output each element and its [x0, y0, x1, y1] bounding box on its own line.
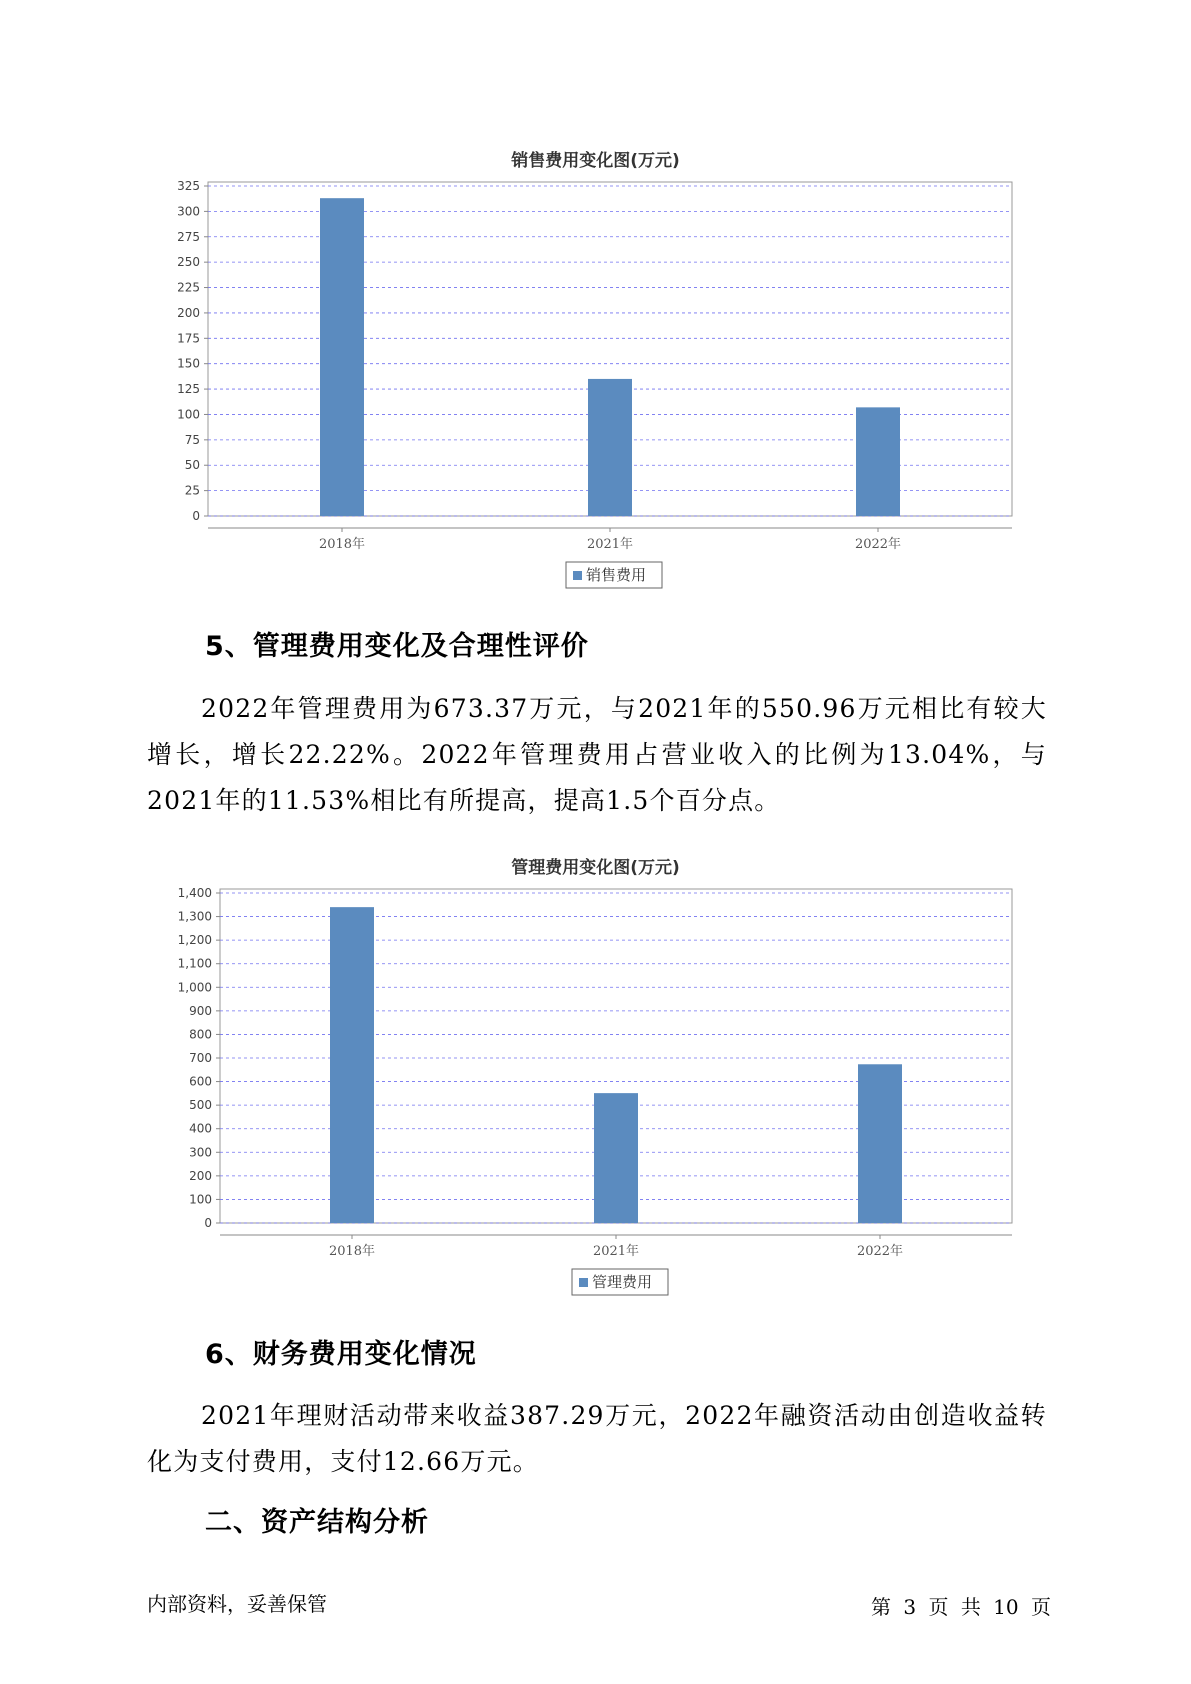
- y-tick-label: 100: [177, 407, 200, 422]
- y-tick-label: 50: [184, 458, 200, 473]
- bar-2018年: [330, 907, 374, 1223]
- y-tick-label: 900: [189, 1003, 212, 1018]
- bar-2022年: [856, 407, 900, 516]
- section5-paragraph: [147, 686, 1047, 824]
- y-tick-label: 250: [177, 255, 200, 270]
- legend-swatch: [573, 571, 582, 580]
- bar-2018年: [320, 198, 364, 516]
- y-tick-label: 100: [189, 1192, 212, 1207]
- bar-2021年: [594, 1093, 638, 1223]
- y-tick-label: 0: [192, 509, 200, 523]
- y-tick-label: 200: [189, 1168, 212, 1183]
- y-tick-label: 300: [189, 1145, 212, 1160]
- y-tick-label: 275: [177, 229, 200, 244]
- y-tick-label: 500: [189, 1098, 212, 1113]
- section-two-heading: 二、资产结构分析: [205, 1507, 429, 1538]
- y-tick-label: 225: [177, 280, 200, 295]
- legend-label: 管理费用: [592, 1273, 653, 1291]
- legend-swatch: [579, 1278, 588, 1287]
- section5-heading: 5、管理费用变化及合理性评价: [205, 631, 589, 662]
- legend-label: 销售费用: [586, 566, 647, 584]
- y-tick-label: 325: [177, 179, 200, 193]
- y-tick-label: 125: [177, 382, 200, 397]
- y-tick-label: 0: [204, 1216, 212, 1230]
- y-tick-label: 75: [184, 432, 200, 447]
- x-tick-label: 2021年: [592, 1244, 640, 1259]
- section6-paragraph: [147, 1393, 1047, 1485]
- sales-expense-chart: [0, 170, 1191, 610]
- y-tick-label: 150: [177, 356, 200, 371]
- section5-text: 2022年管理费用为673.37万元，与2021年的550.96万元相比有较大增长，增长22.22%。2022年管理费用占营业收入的比例为13.04%，与2021年的11.53%相比有所提高，提高1.5个百分点。: [147, 694, 1047, 815]
- y-tick-label: 200: [177, 305, 200, 320]
- x-tick-label: 2022年: [854, 537, 902, 552]
- x-tick-label: 2018年: [328, 1244, 376, 1259]
- y-tick-label: 600: [189, 1074, 212, 1089]
- footer-page-number: 第 3 页 共 10 页: [871, 1595, 1051, 1619]
- footer-confidential-note: 内部资料，妥善保管: [147, 1592, 327, 1616]
- admin-chart-title: 管理费用变化图(万元): [511, 858, 680, 878]
- bar-2021年: [588, 379, 632, 516]
- y-tick-label: 175: [177, 331, 200, 346]
- bar-2022年: [858, 1064, 902, 1223]
- y-tick-label: 1,200: [177, 933, 212, 948]
- sales-chart-title: 销售费用变化图(万元): [511, 151, 680, 171]
- x-tick-label: 2021年: [586, 537, 634, 552]
- y-tick-label: 1,000: [177, 980, 212, 995]
- y-tick-label: 700: [189, 1051, 212, 1065]
- section6-text: 2021年理财活动带来收益387.29万元，2022年融资活动由创造收益转化为支付费用，支付12.66万元。: [147, 1401, 1047, 1476]
- y-tick-label: 300: [177, 204, 200, 219]
- y-tick-label: 1,300: [177, 909, 212, 924]
- section6-heading: 6、财务费用变化情况: [205, 1339, 477, 1370]
- y-tick-label: 1,100: [177, 956, 212, 971]
- y-tick-label: 1,400: [177, 886, 212, 900]
- y-tick-label: 25: [184, 483, 200, 498]
- y-tick-label: 800: [189, 1027, 212, 1042]
- x-tick-label: 2022年: [856, 1244, 904, 1259]
- admin-expense-chart: [0, 877, 1191, 1317]
- x-tick-label: 2018年: [318, 537, 366, 552]
- y-tick-label: 400: [189, 1121, 212, 1136]
